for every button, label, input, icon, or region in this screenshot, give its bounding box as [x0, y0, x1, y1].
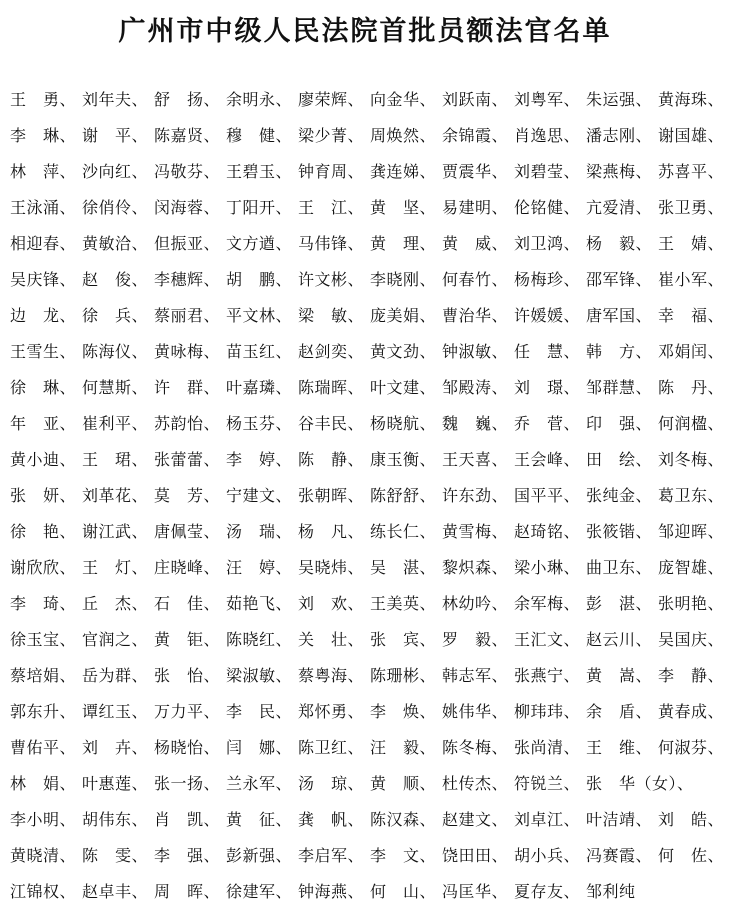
- judge-name: 李 琳、: [10, 126, 77, 145]
- judge-name: 李 婷、: [226, 450, 293, 469]
- judge-name: 何慧斯、: [82, 378, 149, 397]
- judge-name: 罗 毅、: [442, 630, 509, 649]
- judge-name: 吴晓炜、: [298, 558, 365, 577]
- judge-name: 陈瑞晖、: [298, 378, 365, 397]
- name-row: [10, 874, 730, 910]
- judge-name: 肖逸思、: [514, 126, 581, 145]
- judge-name: 余锦霞、: [442, 126, 509, 145]
- judge-name: 彭新强、: [226, 846, 293, 865]
- judge-name: 黄咏梅、: [154, 342, 221, 361]
- judge-name: 曹佑平、: [10, 738, 77, 757]
- judge-name: 梁 敏、: [298, 306, 365, 325]
- judge-name: 郑怀勇、: [298, 702, 365, 721]
- judge-name: 庞美娟、: [370, 306, 437, 325]
- judge-name: 丘 杰、: [82, 594, 149, 613]
- judge-name: 杨玉芬、: [226, 414, 293, 433]
- judge-name: 黄 嵩、: [586, 666, 653, 685]
- judge-name: 丁阳开、: [226, 198, 293, 217]
- judge-name: 向金华、: [370, 90, 437, 109]
- judge-name: 钟育周、: [298, 162, 365, 181]
- judge-name: 陈 静、: [298, 450, 365, 469]
- judge-name: 何润楹、: [658, 414, 725, 433]
- judge-name: 兰永军、: [226, 774, 293, 793]
- judge-name: 苏韵怡、: [154, 414, 221, 433]
- judge-name: 张纯金、: [586, 486, 653, 505]
- judge-name: 邹殿涛、: [442, 378, 509, 397]
- name-row: [10, 262, 730, 298]
- judge-name: 谢江武、: [82, 522, 149, 541]
- name-row: [10, 730, 730, 766]
- judge-name: 邹迎晖、: [658, 522, 725, 541]
- judge-name: 邹群慧、: [586, 378, 653, 397]
- judge-name: 王雪生、: [10, 342, 77, 361]
- judge-name: 林幼吟、: [442, 594, 509, 613]
- judge-name: 谷丰民、: [298, 414, 365, 433]
- judge-name: 任 慧、: [514, 342, 581, 361]
- judge-name: 陈海仪、: [82, 342, 149, 361]
- judge-name: 叶文建、: [370, 378, 437, 397]
- document-title: 广州市中级人民法院首批员额法官名单: [118, 16, 612, 47]
- judge-name: 胡小兵、: [514, 846, 581, 865]
- judge-name: 李晓刚、: [370, 270, 437, 289]
- judge-name: 庞智雄、: [658, 558, 725, 577]
- judge-name: 朱运强、: [586, 90, 653, 109]
- judge-name: 田 绘、: [586, 450, 653, 469]
- judge-name: 印 强、: [586, 414, 653, 433]
- judge-name: 刘粤军、: [514, 90, 581, 109]
- name-row: [10, 802, 730, 838]
- judge-name: 黄海珠、: [658, 90, 725, 109]
- name-row: [10, 334, 730, 370]
- judge-name: 黄 威、: [442, 234, 509, 253]
- name-row: [10, 694, 730, 730]
- judge-name: 徐玉宝、: [10, 630, 77, 649]
- judge-name: 刘 皓、: [658, 810, 725, 829]
- judge-name: 徐 琳、: [10, 378, 77, 397]
- judge-name: 张卫勇、: [658, 198, 725, 217]
- judge-name: 边 龙、: [10, 306, 77, 325]
- judge-name: 王泳涌、: [10, 198, 77, 217]
- judge-name: 王美英、: [370, 594, 437, 613]
- judge-name: 林 萍、: [10, 162, 77, 181]
- judge-name: 冯敬芬、: [154, 162, 221, 181]
- judge-name: 李 静、: [658, 666, 725, 685]
- judge-name: 崔利平、: [82, 414, 149, 433]
- judge-name: 王会峰、: [514, 450, 581, 469]
- judge-name: 胡 鹏、: [226, 270, 293, 289]
- judge-name: 谢国雄、: [658, 126, 725, 145]
- judge-name: 冯匡华、: [442, 882, 509, 901]
- judge-name: 陈珊彬、: [370, 666, 437, 685]
- judge-name: 黄 顺、: [370, 774, 437, 793]
- name-row: [10, 658, 730, 694]
- judge-name: 蔡粤海、: [298, 666, 365, 685]
- judge-name: 杨晓怡、: [154, 738, 221, 757]
- name-row: [10, 154, 730, 190]
- judge-name: 徐俏伶、: [82, 198, 149, 217]
- judge-name: 苗玉红、: [226, 342, 293, 361]
- judge-name: 许媛媛、: [514, 306, 581, 325]
- judge-name: 梁少菁、: [298, 126, 365, 145]
- judge-name: 崔小军、: [658, 270, 725, 289]
- judge-name: 钟淑敏、: [442, 342, 509, 361]
- judge-name: 张 华（女）、: [586, 774, 694, 793]
- judge-name: 吴庆锋、: [10, 270, 77, 289]
- judge-name: 文方遒、: [226, 234, 293, 253]
- judge-name: 王天喜、: [442, 450, 509, 469]
- judge-name: 胡伟东、: [82, 810, 149, 829]
- judge-name: 穆 健、: [226, 126, 293, 145]
- judge-name: 关 壮、: [298, 630, 365, 649]
- judge-name: 姚伟华、: [442, 702, 509, 721]
- judge-name: 黄敏洽、: [82, 234, 149, 253]
- name-row: [10, 514, 730, 550]
- judge-name: 赵建文、: [442, 810, 509, 829]
- judge-name: 何 佐、: [658, 846, 725, 865]
- judge-name: 邓娟闰、: [658, 342, 725, 361]
- judge-name: 李 焕、: [370, 702, 437, 721]
- judge-name: 黄文劲、: [370, 342, 437, 361]
- judge-name: 黄雪梅、: [442, 522, 509, 541]
- judge-name: 沙向红、: [82, 162, 149, 181]
- judge-name: 赵剑奕、: [298, 342, 365, 361]
- judge-name: 吴 湛、: [370, 558, 437, 577]
- judge-name: 汪 婷、: [226, 558, 293, 577]
- judge-name: 宁建文、: [226, 486, 293, 505]
- name-row: [10, 298, 730, 334]
- judge-name: 黄小迪、: [10, 450, 77, 469]
- judge-name: 官润之、: [82, 630, 149, 649]
- judge-name: 陈晓红、: [226, 630, 293, 649]
- judge-name: 黄 理、: [370, 234, 437, 253]
- judge-name: 张 妍、: [10, 486, 77, 505]
- judge-name: 杨梅珍、: [514, 270, 581, 289]
- judge-name: 马伟锋、: [298, 234, 365, 253]
- judge-name: 李 琦、: [10, 594, 77, 613]
- judge-name: 庄晓峰、: [154, 558, 221, 577]
- judge-name: 梁小琳、: [514, 558, 581, 577]
- judge-name: 林 娟、: [10, 774, 77, 793]
- judge-name: 王 灯、: [82, 558, 149, 577]
- judge-name: 莫 芳、: [154, 486, 221, 505]
- judge-name: 王碧玉、: [226, 162, 293, 181]
- judge-name: 张筱锴、: [586, 522, 653, 541]
- judge-name: 郭东升、: [10, 702, 77, 721]
- judge-name: 钟海燕、: [298, 882, 365, 901]
- judge-name: 余明永、: [226, 90, 293, 109]
- judge-name: 陈 雯、: [82, 846, 149, 865]
- name-row: [10, 478, 730, 514]
- name-row: [10, 118, 730, 154]
- judge-name: 王汇文、: [514, 630, 581, 649]
- judge-name: 龚连娣、: [370, 162, 437, 181]
- judge-name: 汪 毅、: [370, 738, 437, 757]
- judge-name: 相迎春、: [10, 234, 77, 253]
- judge-name: 许东劲、: [442, 486, 509, 505]
- judge-name: 梁淑敏、: [226, 666, 293, 685]
- judge-name: 蔡培娟、: [10, 666, 77, 685]
- judge-name: 葛卫东、: [658, 486, 725, 505]
- judge-name-list: [10, 82, 730, 910]
- judge-name: 乔 菅、: [514, 414, 581, 433]
- judge-name: 刘 卉、: [82, 738, 149, 757]
- judge-name: 汤 瑞、: [226, 522, 293, 541]
- judge-name: 叶惠莲、: [82, 774, 149, 793]
- judge-name: 柳玮玮、: [514, 702, 581, 721]
- judge-name: 国平平、: [514, 486, 581, 505]
- judge-name: 刘革花、: [82, 486, 149, 505]
- judge-name: 但振亚、: [154, 234, 221, 253]
- judge-name: 亢爱清、: [586, 198, 653, 217]
- judge-name: 唐军国、: [586, 306, 653, 325]
- name-row: [10, 226, 730, 262]
- name-row: [10, 82, 730, 118]
- judge-name: 周 晖、: [154, 882, 221, 901]
- judge-name: 徐 兵、: [82, 306, 149, 325]
- judge-name: 刘冬梅、: [658, 450, 725, 469]
- judge-name: 赵卓丰、: [82, 882, 149, 901]
- judge-name: 蔡丽君、: [154, 306, 221, 325]
- judge-name: 茹艳飞、: [226, 594, 293, 613]
- judge-name: 陈卫红、: [298, 738, 365, 757]
- judge-name: 叶嘉璘、: [226, 378, 293, 397]
- judge-name: 李小明、: [10, 810, 77, 829]
- judge-name: 伦铭健、: [514, 198, 581, 217]
- judge-name: 梁燕梅、: [586, 162, 653, 181]
- judge-name: 王 珺、: [82, 450, 149, 469]
- judge-name: 刘 欢、: [298, 594, 365, 613]
- judge-name: 张 宾、: [370, 630, 437, 649]
- judge-name: 刘跃南、: [442, 90, 509, 109]
- judge-name: 张 怡、: [154, 666, 221, 685]
- judge-name: 冯赛霞、: [586, 846, 653, 865]
- judge-name: 练长仁、: [370, 522, 437, 541]
- judge-name: 陈 丹、: [658, 378, 725, 397]
- judge-name: 魏 巍、: [442, 414, 509, 433]
- name-row: [10, 550, 730, 586]
- judge-name: 贾震华、: [442, 162, 509, 181]
- judge-name: 周焕然、: [370, 126, 437, 145]
- judge-name: 闵海蓉、: [154, 198, 221, 217]
- judge-name: 李 民、: [226, 702, 293, 721]
- judge-name: 符锐兰、: [514, 774, 581, 793]
- judge-name: 刘年夫、: [82, 90, 149, 109]
- judge-name: 潘志刚、: [586, 126, 653, 145]
- judge-name: 张明艳、: [658, 594, 725, 613]
- judge-name: 闫 娜、: [226, 738, 293, 757]
- judge-name: 张朝晖、: [298, 486, 365, 505]
- judge-name: 韩志军、: [442, 666, 509, 685]
- judge-name: 余军梅、: [514, 594, 581, 613]
- judge-name: 余 盾、: [586, 702, 653, 721]
- judge-name: 曹治华、: [442, 306, 509, 325]
- judge-name: 舒 扬、: [154, 90, 221, 109]
- judge-name: 平文林、: [226, 306, 293, 325]
- judge-name: 易建明、: [442, 198, 509, 217]
- judge-name: 徐建军、: [226, 882, 293, 901]
- judge-name: 陈舒舒、: [370, 486, 437, 505]
- judge-name: 黄 坚、: [370, 198, 437, 217]
- judge-name: 万力平、: [154, 702, 221, 721]
- judge-name: 曲卫东、: [586, 558, 653, 577]
- judge-name: 王 维、: [586, 738, 653, 757]
- name-row: [10, 370, 730, 406]
- judge-name: 谢欣欣、: [10, 558, 77, 577]
- judge-name: 张蕾蕾、: [154, 450, 221, 469]
- judge-name: 何春竹、: [442, 270, 509, 289]
- name-row: [10, 442, 730, 478]
- judge-name: 肖 凯、: [154, 810, 221, 829]
- judge-name: 李穗辉、: [154, 270, 221, 289]
- judge-name: 刘 璟、: [514, 378, 581, 397]
- judge-name: 邹利纯: [586, 882, 636, 901]
- judge-name: 陈嘉贤、: [154, 126, 221, 145]
- judge-name: 黄 征、: [226, 810, 293, 829]
- judge-name: 徐 艳、: [10, 522, 77, 541]
- judge-name: 谭红玉、: [82, 702, 149, 721]
- judge-name: 廖荣辉、: [298, 90, 365, 109]
- judge-name: 邵军锋、: [586, 270, 653, 289]
- judge-name: 韩 方、: [586, 342, 653, 361]
- judge-name: 刘碧莹、: [514, 162, 581, 181]
- judge-name: 刘卓江、: [514, 810, 581, 829]
- judge-name: 李 强、: [154, 846, 221, 865]
- judge-name: 吴国庆、: [658, 630, 725, 649]
- judge-name: 叶洁靖、: [586, 810, 653, 829]
- judge-name: 杜传杰、: [442, 774, 509, 793]
- name-row: [10, 838, 730, 874]
- judge-name: 张燕宁、: [514, 666, 581, 685]
- judge-name: 陈冬梅、: [442, 738, 509, 757]
- name-row: [10, 586, 730, 622]
- name-row: [10, 190, 730, 226]
- judge-name: 何 山、: [370, 882, 437, 901]
- judge-name: 石 佳、: [154, 594, 221, 613]
- judge-name: 龚 帆、: [298, 810, 365, 829]
- judge-name: 王 江、: [298, 198, 365, 217]
- judge-name: 汤 琼、: [298, 774, 365, 793]
- judge-name: 黎炽森、: [442, 558, 509, 577]
- judge-name: 唐佩莹、: [154, 522, 221, 541]
- judge-name: 何淑芬、: [658, 738, 725, 757]
- judge-name: 张尚清、: [514, 738, 581, 757]
- judge-name: 王 婧、: [658, 234, 725, 253]
- judge-name: 杨 毅、: [586, 234, 653, 253]
- judge-name: 江锦权、: [10, 882, 77, 901]
- judge-name: 幸 福、: [658, 306, 725, 325]
- judge-name: 黄春成、: [658, 702, 725, 721]
- judge-name: 王 勇、: [10, 90, 77, 109]
- judge-name: 饶田田、: [442, 846, 509, 865]
- judge-name: 杨 凡、: [298, 522, 365, 541]
- judge-name: 夏存友、: [514, 882, 581, 901]
- judge-name: 许 群、: [154, 378, 221, 397]
- name-row: [10, 622, 730, 658]
- judge-name: 岳为群、: [82, 666, 149, 685]
- judge-name: 苏喜平、: [658, 162, 725, 181]
- judge-name: 张一扬、: [154, 774, 221, 793]
- judge-name: 刘卫鸿、: [514, 234, 581, 253]
- judge-name: 赵琦铭、: [514, 522, 581, 541]
- judge-name: 李启军、: [298, 846, 365, 865]
- name-row: [10, 766, 730, 802]
- judge-name: 彭 湛、: [586, 594, 653, 613]
- judge-name: 杨晓航、: [370, 414, 437, 433]
- judge-name: 黄 钜、: [154, 630, 221, 649]
- judge-name: 赵云川、: [586, 630, 653, 649]
- judge-name: 许文彬、: [298, 270, 365, 289]
- judge-name: 李 文、: [370, 846, 437, 865]
- judge-name: 黄晓清、: [10, 846, 77, 865]
- judge-name: 赵 俊、: [82, 270, 149, 289]
- judge-name: 年 亚、: [10, 414, 77, 433]
- name-row: [10, 406, 730, 442]
- judge-name: 谢 平、: [82, 126, 149, 145]
- judge-name: 康玉衡、: [370, 450, 437, 469]
- judge-name: 陈汉森、: [370, 810, 437, 829]
